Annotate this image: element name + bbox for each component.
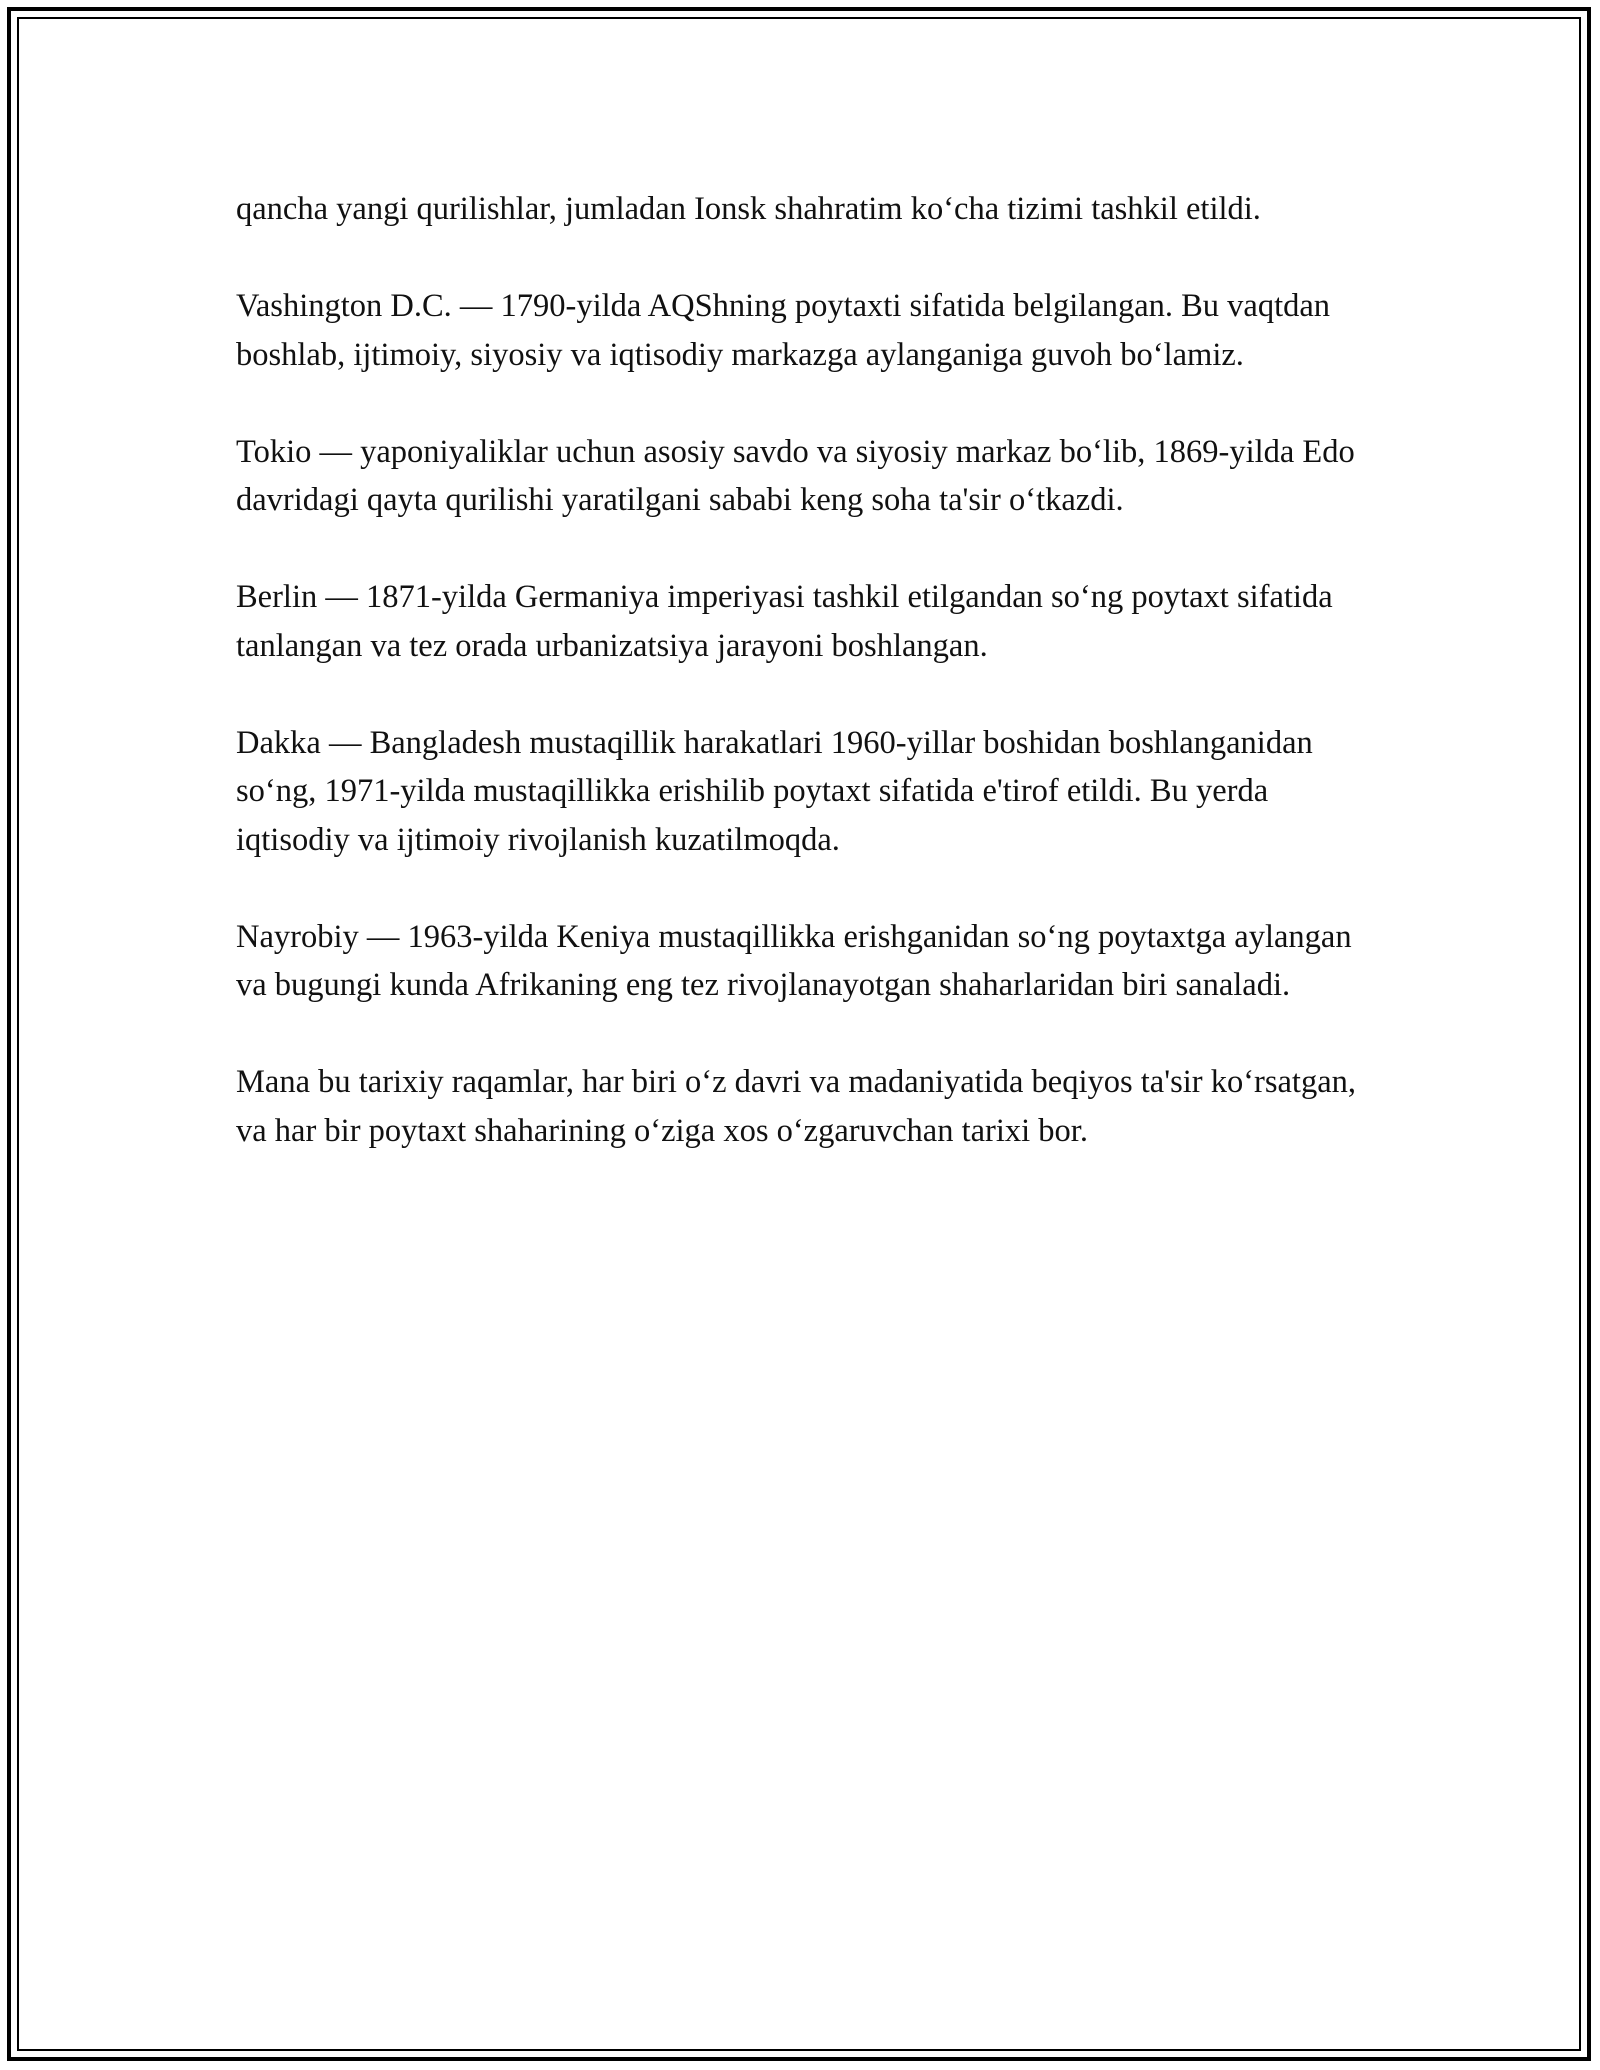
- paragraph-tokyo: Tokio — yaponiyaliklar uchun asosiy savdo va siyosiy markaz bo‘lib, 1869-yilda Edo davridagi qayta qurilishi yaratilgani sababi keng soha ta'sir o‘tkazdi.: [236, 433, 1355, 518]
- document-body: [236, 185, 1366, 1204]
- paragraph-continuation: qancha yangi qurilishlar, jumladan Ionsk shahratim ko‘cha tizimi tashkil etildi.: [236, 191, 1261, 227]
- paragraph-washington: Vashington D.C. — 1790-yilda AQShning poytaxti sifatida belgilangan. Bu vaqtdan boshlab, ijtimoiy, siyosiy va iqtisodiy markazga aylanganiga guvoh bo‘lamiz.: [236, 288, 1331, 373]
- paragraph-berlin: Berlin — 1871-yilda Germaniya imperiyasi tashkil etilgandan so‘ng poytaxt sifatida tanlangan va tez orada urbanizatsiya jarayoni boshlangan.: [236, 579, 1333, 664]
- paragraph-conclusion: Mana bu tarixiy raqamlar, har biri o‘z davri va madaniyatida beqiyos ta'sir ko‘rsatgan, va har bir poytaxt shaharining o‘ziga xos o‘zgaruvchan tarixi bor.: [236, 1064, 1356, 1149]
- paragraph-dhaka: Dakka — Bangladesh mustaqillik harakatlari 1960-yillar boshidan boshlanganidan so‘ng, 1971-yilda mustaqillikka erishilib poytaxt sifatida e'tirof etildi. Bu yerda iqtisodiy va ijtimoiy rivojlanish kuzatilmoqda.: [236, 724, 1313, 858]
- paragraph-nairobi: Nayrobiy — 1963-yilda Keniya mustaqillikka erishganidan so‘ng poytaxtga aylangan va bugungi kunda Afrikaning eng tez rivojlanayotgan shaharlaridan biri sanaladi.: [236, 918, 1352, 1003]
